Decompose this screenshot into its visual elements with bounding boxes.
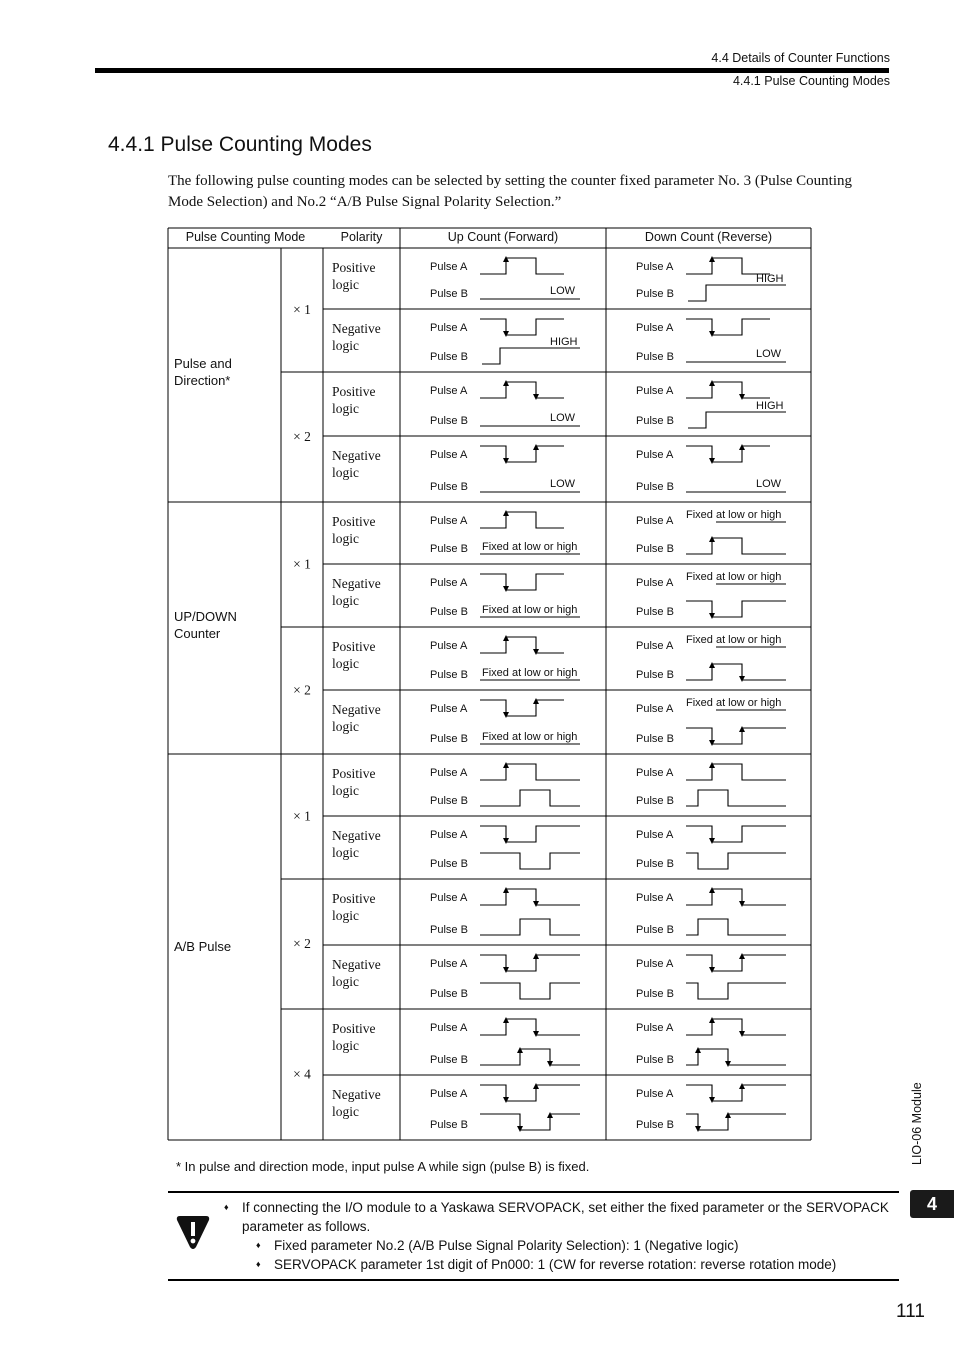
table-header-cell: Up Count (Forward) (447, 230, 559, 244)
pulse-a-label: Pulse A (636, 577, 674, 589)
pulse-a-label: Pulse A (636, 322, 674, 334)
pulse-a-waveform (480, 1085, 580, 1101)
pulse-a-waveform (480, 512, 564, 528)
mode-label: Direction* (174, 373, 231, 388)
pulse-a-waveform (686, 889, 786, 905)
level-label: LOW (550, 478, 576, 490)
note-sub-bullet: ♦ SERVOPACK parameter 1st digit of Pn000: 1 (CW for reverse rotation: reverse rotation mode) (226, 1255, 896, 1274)
polarity-label: Negative (332, 702, 381, 717)
polarity-label: Positive (332, 384, 376, 399)
chapter-tab: 4 (910, 1190, 954, 1218)
pulse-a-label: Pulse A (636, 767, 674, 779)
pulse-a-label: Pulse A (430, 449, 468, 461)
polarity-label: logic (332, 1104, 359, 1119)
pulse-b-label: Pulse B (636, 288, 674, 300)
pulse-b-waveform (686, 1114, 786, 1130)
level-label: HIGH (550, 336, 578, 348)
edge-arrow (709, 380, 715, 386)
pulse-b-waveform (482, 348, 580, 364)
edge-arrow (709, 762, 715, 768)
pulse-b-label: Pulse B (430, 988, 468, 1000)
pulse-b-waveform (686, 1049, 786, 1065)
polarity-label: Negative (332, 828, 381, 843)
level-label: LOW (756, 348, 782, 360)
edge-arrow (547, 1112, 553, 1118)
note-block (226, 1198, 896, 1274)
polarity-label: logic (332, 783, 359, 798)
pulse-a-waveform (686, 1019, 786, 1035)
page-number: 111 (896, 1301, 925, 1322)
pulse-a-waveform (480, 700, 564, 716)
pulse-a-waveform (686, 764, 786, 780)
pulse-b-label: Pulse B (636, 669, 674, 681)
fixed-level-label: Fixed at low or high (482, 667, 578, 679)
pulse-b-waveform (686, 919, 786, 935)
polarity-label: logic (332, 845, 359, 860)
pulse-a-waveform (480, 889, 580, 905)
caution-icon (175, 1216, 211, 1250)
footnote: * In pulse and direction mode, input pulse A while sign (pulse B) is fixed. (176, 1159, 590, 1174)
edge-arrow (709, 613, 715, 619)
polarity-label: Positive (332, 891, 376, 906)
polarity-label: Negative (332, 957, 381, 972)
pulse-b-label: Pulse B (636, 543, 674, 555)
pulse-a-label: Pulse A (636, 640, 674, 652)
pulse-b-waveform (688, 285, 786, 301)
pulse-a-label: Pulse A (636, 1022, 674, 1034)
edge-arrow (739, 676, 745, 682)
pulse-a-waveform (480, 382, 564, 398)
pulse-a-label: Pulse A (430, 958, 468, 970)
edge-arrow (503, 838, 509, 844)
edge-arrow (739, 394, 745, 400)
pulse-b-label: Pulse B (636, 481, 674, 493)
pulse-a-waveform (480, 764, 580, 780)
edge-arrow (503, 762, 509, 768)
pulse-b-label: Pulse B (430, 543, 468, 555)
edge-arrow (709, 256, 715, 262)
pulse-a-label: Pulse A (430, 829, 468, 841)
pulse-b-waveform (686, 664, 786, 680)
pulse-b-label: Pulse B (430, 415, 468, 427)
note-bullet: ♦ If connecting the I/O module to a Yaskawa SERVOPACK, set either the fixed parameter or the SERVOPACK parameter as follows. (226, 1198, 896, 1236)
polarity-label: logic (332, 531, 359, 546)
edge-arrow (709, 458, 715, 464)
pulse-a-waveform (686, 1085, 786, 1101)
edge-arrow (517, 1047, 523, 1053)
pulse-a-label: Pulse A (636, 958, 674, 970)
pulse-a-label: Pulse A (636, 892, 674, 904)
pulse-a-label: Pulse A (430, 515, 468, 527)
multiplier-label: × 2 (293, 936, 311, 951)
fixed-level-label: Fixed at low or high (686, 634, 782, 646)
pulse-a-waveform (686, 955, 786, 971)
fixed-level-label: Fixed at low or high (482, 604, 578, 616)
pulse-a-label: Pulse A (430, 767, 468, 779)
pulse-a-waveform (686, 319, 770, 335)
pulse-b-label: Pulse B (636, 415, 674, 427)
edge-arrow (503, 510, 509, 516)
edge-arrow (533, 649, 539, 655)
level-label: LOW (550, 285, 576, 297)
pulse-a-label: Pulse A (430, 261, 468, 273)
polarity-label: logic (332, 1038, 359, 1053)
pulse-a-label: Pulse A (430, 577, 468, 589)
mode-label: UP/DOWN (174, 609, 237, 624)
edge-arrow (503, 712, 509, 718)
polarity-label: Positive (332, 514, 376, 529)
pulse-a-label: Pulse A (636, 261, 674, 273)
fixed-level-label: Fixed at low or high (686, 509, 782, 521)
pulse-a-label: Pulse A (430, 322, 468, 334)
mode-label: Counter (174, 626, 221, 641)
polarity-label: logic (332, 401, 359, 416)
pulse-b-label: Pulse B (636, 924, 674, 936)
pulse-a-waveform (480, 955, 580, 971)
polarity-label: logic (332, 338, 359, 353)
pulse-b-label: Pulse B (430, 1119, 468, 1131)
edge-arrow (709, 331, 715, 337)
fixed-level-label: Fixed at low or high (482, 541, 578, 553)
pulse-a-waveform (686, 382, 770, 398)
polarity-label: Positive (332, 639, 376, 654)
pulse-b-waveform (686, 983, 786, 999)
pulse-a-waveform (480, 637, 564, 653)
edge-arrow (709, 887, 715, 893)
edge-arrow (725, 1112, 731, 1118)
multiplier-label: × 1 (293, 302, 311, 317)
edge-arrow (503, 1017, 509, 1023)
edge-arrow (547, 1061, 553, 1067)
edge-arrow (709, 1097, 715, 1103)
polarity-label: logic (332, 974, 359, 989)
pulse-b-label: Pulse B (430, 669, 468, 681)
pulse-a-waveform (480, 258, 564, 274)
edge-arrow (503, 967, 509, 973)
intro-paragraph: The following pulse counting modes can be selected by setting the counter fixed parameter No. 3 (Pulse Counting Mode Selection) and No.2 “A/B Pulse Signal Polarity Selection.” (168, 173, 852, 210)
edge-arrow (533, 901, 539, 907)
fixed-level-label: Fixed at low or high (686, 571, 782, 583)
polarity-label: logic (332, 593, 359, 608)
pulse-b-waveform (480, 919, 580, 935)
pulse-b-waveform (480, 790, 580, 806)
edge-arrow (739, 444, 745, 450)
pulse-a-label: Pulse A (636, 703, 674, 715)
pulse-b-label: Pulse B (430, 795, 468, 807)
pulse-a-waveform (480, 1019, 580, 1035)
fixed-level-label: Fixed at low or high (482, 731, 578, 743)
pulse-b-waveform (688, 412, 786, 428)
pulse-a-label: Pulse A (636, 385, 674, 397)
edge-arrow (503, 458, 509, 464)
pulse-b-label: Pulse B (430, 481, 468, 493)
polarity-label: Negative (332, 1087, 381, 1102)
edge-arrow (709, 967, 715, 973)
edge-arrow (533, 1031, 539, 1037)
pulse-b-label: Pulse B (636, 1119, 674, 1131)
pulse-a-waveform (480, 574, 564, 590)
pulse-a-waveform (686, 258, 770, 274)
pulse-a-label: Pulse A (430, 1022, 468, 1034)
pulse-b-waveform (480, 983, 580, 999)
side-tab-label: LIO-06 Module (910, 1082, 924, 1165)
edge-arrow (695, 1126, 701, 1132)
pulse-b-waveform (686, 790, 786, 806)
edge-arrow (533, 394, 539, 400)
polarity-label: logic (332, 719, 359, 734)
side-tab (910, 1060, 928, 1170)
level-label: HIGH (756, 400, 784, 412)
pulse-b-label: Pulse B (636, 1054, 674, 1066)
polarity-label: Positive (332, 260, 376, 275)
multiplier-label: × 2 (293, 682, 311, 698)
edge-arrow (709, 740, 715, 746)
pulse-a-waveform (480, 319, 564, 335)
edge-arrow (503, 380, 509, 386)
pulse-b-label: Pulse B (430, 606, 468, 618)
pulse-a-label: Pulse A (636, 829, 674, 841)
pulse-b-waveform (686, 601, 786, 617)
table-header-cell: Down Count (Reverse) (644, 230, 773, 244)
header-subsection: 4.4.1 Pulse Counting Modes (732, 74, 890, 88)
polarity-label: Positive (332, 766, 376, 781)
edge-arrow (503, 331, 509, 337)
multiplier-label: × 1 (293, 808, 311, 824)
edge-arrow (517, 1126, 523, 1132)
pulse-b-waveform (480, 1114, 580, 1130)
pulse-b-label: Pulse B (430, 1054, 468, 1066)
edge-arrow (695, 1047, 701, 1053)
pulse-b-waveform (480, 853, 580, 869)
polarity-label: Negative (332, 321, 381, 336)
header-section: 4.4 Details of Counter Functions (711, 51, 890, 65)
pulse-b-waveform (480, 1049, 580, 1065)
edge-arrow (503, 586, 509, 592)
pulse-b-label: Pulse B (636, 795, 674, 807)
edge-arrow (739, 953, 745, 959)
pulse-b-waveform (686, 853, 786, 869)
pulse-b-label: Pulse B (430, 733, 468, 745)
edge-arrow (725, 1061, 731, 1067)
pulse-a-label: Pulse A (430, 892, 468, 904)
polarity-label: Positive (332, 1021, 376, 1036)
edge-arrow (503, 256, 509, 262)
table-header-cell: Polarity (340, 230, 383, 244)
mode-label: A/B Pulse (174, 939, 232, 954)
pulse-a-label: Pulse A (636, 515, 674, 527)
pulse-b-label: Pulse B (636, 858, 674, 870)
pulse-a-label: Pulse A (430, 385, 468, 397)
edge-arrow (739, 726, 745, 732)
edge-arrow (533, 1083, 539, 1089)
note-top-rule (168, 1191, 899, 1193)
edge-arrow (709, 1017, 715, 1023)
pulse-b-label: Pulse B (430, 924, 468, 936)
table-header-cell: Pulse Counting Mode (185, 230, 306, 244)
multiplier-label: × 4 (293, 1066, 311, 1082)
pulse-a-label: Pulse A (636, 1088, 674, 1100)
edge-arrow (503, 1097, 509, 1103)
note-bottom-rule (168, 1279, 899, 1281)
level-label: LOW (550, 412, 576, 424)
pulse-b-label: Pulse B (430, 288, 468, 300)
edge-arrow (739, 1083, 745, 1089)
polarity-label: logic (332, 465, 359, 480)
polarity-label: logic (332, 277, 359, 292)
pulse-a-waveform (480, 446, 564, 462)
level-label: LOW (756, 478, 782, 490)
level-label: HIGH (756, 273, 784, 285)
edge-arrow (533, 953, 539, 959)
edge-arrow (503, 887, 509, 893)
pulse-a-label: Pulse A (430, 640, 468, 652)
multiplier-label: × 1 (293, 556, 311, 572)
edge-arrow (709, 662, 715, 668)
polarity-label: Negative (332, 448, 381, 463)
pulse-b-label: Pulse B (430, 858, 468, 870)
fixed-level-label: Fixed at low or high (686, 697, 782, 709)
edge-arrow (739, 1031, 745, 1037)
pulse-b-label: Pulse B (636, 988, 674, 1000)
pulse-a-label: Pulse A (430, 1088, 468, 1100)
pulse-b-label: Pulse B (636, 733, 674, 745)
section-title: 4.4.1 Pulse Counting Modes (108, 133, 372, 156)
mode-label: Pulse and (174, 356, 232, 371)
multiplier-label: × 2 (293, 429, 311, 444)
pulse-a-waveform (480, 826, 580, 842)
note-sub-bullet: ♦ Fixed parameter No.2 (A/B Pulse Signal Polarity Selection): 1 (Negative logic) (226, 1236, 896, 1255)
edge-arrow (709, 838, 715, 844)
polarity-label: logic (332, 908, 359, 923)
pulse-a-waveform (686, 826, 786, 842)
pulse-a-label: Pulse A (636, 449, 674, 461)
edge-arrow (503, 635, 509, 641)
pulse-a-label: Pulse A (430, 703, 468, 715)
pulse-a-waveform (686, 446, 770, 462)
polarity-label: logic (332, 656, 359, 671)
edge-arrow (533, 444, 539, 450)
pulse-b-waveform (686, 538, 786, 554)
edge-arrow (739, 901, 745, 907)
edge-arrow (709, 536, 715, 542)
edge-arrow (533, 698, 539, 704)
polarity-label: Negative (332, 576, 381, 591)
pulse-b-label: Pulse B (636, 606, 674, 618)
pulse-b-label: Pulse B (636, 351, 674, 363)
pulse-b-waveform (686, 728, 786, 744)
pulse-b-label: Pulse B (430, 351, 468, 363)
